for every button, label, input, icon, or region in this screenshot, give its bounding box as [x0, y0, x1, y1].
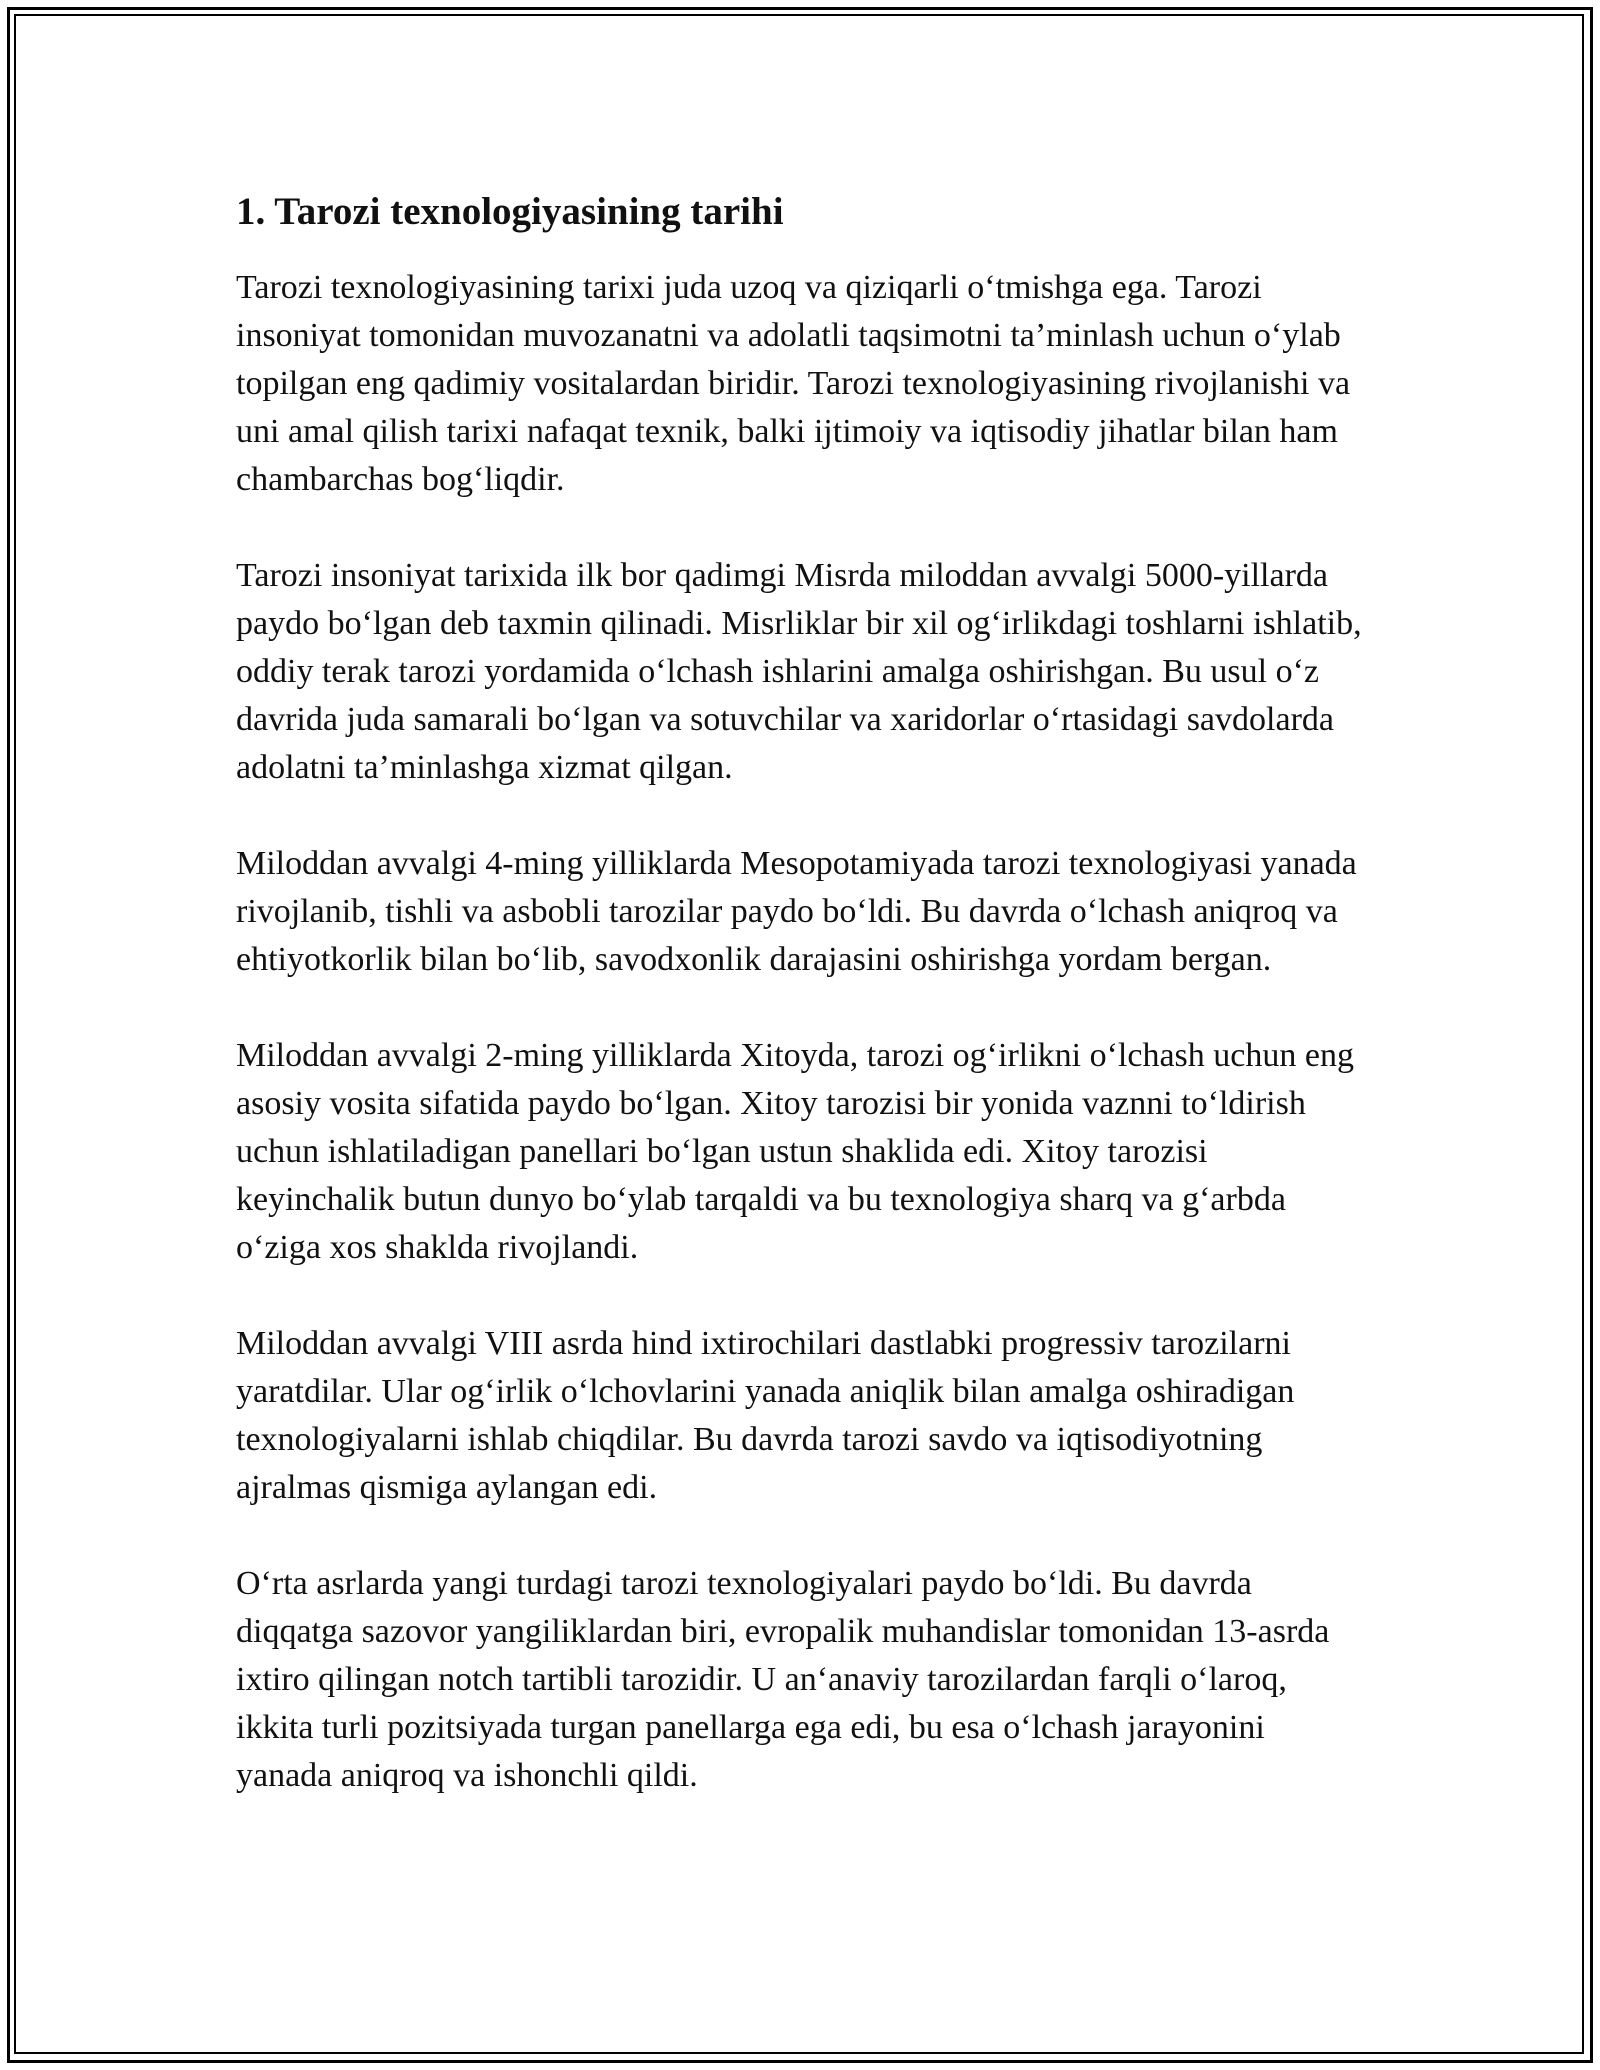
paragraph-intro: Tarozi texnologiyasining tarixi juda uzoq va qiziqarli o‘tmishga ega. Tarozi insoniyat tomonidan muvozanatni va adolatli taqsimotni ta’minlash uchun o‘ylab topilgan eng qadimiy vositalardan biridir. Tarozi texnologiyasining rivojlanishi va uni amal qilish tarixi nafaqat texnik, balki ijtimoiy va iqtisodiy jihatlar bilan ham chambarchas bog‘liqdir.	[236, 269, 1351, 498]
paragraph-india: Miloddan avvalgi VIII asrda hind ixtirochilari dastlabki progressiv tarozilarni yaratdilar. Ular og‘irlik o‘lchovlarini yanada aniqlik bilan amalga oshiradigan texnologiyalarni ishlab chiqdilar. Bu davrda tarozi savdo va iqtisodiyotning ajralmas qismiga aylangan edi.	[236, 1325, 1295, 1506]
section-heading: 1. Tarozi texnologiyasining tarihi	[236, 190, 784, 233]
paragraph-mesopotamia: Miloddan avvalgi 4-ming yilliklarda Mesopotamiyada tarozi texnologiyasi yanada rivojlanib, tishli va asbobli tarozilar paydo bo‘ldi. Bu davrda o‘lchash aniqroq va ehtiyotkorlik bilan bo‘lib, savodxonlik darajasini oshirishga yordam bergan.	[236, 845, 1357, 978]
paragraph-egypt: Tarozi insoniyat tarixida ilk bor qadimgi Misrda miloddan avvalgi 5000-yillarda paydo bo‘lgan deb taxmin qilinadi. Misrliklar bir xil og‘irlikdagi toshlarni ishlatib, oddiy terak tarozi yordamida o‘lchash ishlarini amalga oshirishgan. Bu usul o‘z davrida juda samarali bo‘lgan va sotuvchilar va xaridorlar o‘rtasidagi savdolarda adolatni ta’minlashga xizmat qilgan.	[236, 557, 1362, 786]
paragraph-middle-ages: O‘rta asrlarda yangi turdagi tarozi texnologiyalari paydo bo‘ldi. Bu davrda diqqatga sazovor yangiliklardan biri, evropalik muhandislar tomonidan 13-asrda ixtiro qilingan notch tartibli tarozidir. U an‘anaviy tarozilardan farqli o‘laroq, ikkita turli pozitsiyada turgan panellarga ega edi, bu esa o‘lchash jarayonini yanada aniqroq va ishonchli qildi.	[236, 1565, 1330, 1794]
document-body	[236, 186, 1366, 1848]
paragraph-china: Miloddan avvalgi 2-ming yilliklarda Xitoyda, tarozi og‘irlikni o‘lchash uchun eng asosiy vosita sifatida paydo bo‘lgan. Xitoy tarozisi bir yonida vaznni to‘ldirish uchun ishlatiladigan panellari bo‘lgan ustun shaklida edi. Xitoy tarozisi keyinchalik butun dunyo bo‘ylab tarqaldi va bu texnologiya sharq va g‘arbda o‘ziga xos shaklda rivojlandi.	[236, 1037, 1354, 1266]
